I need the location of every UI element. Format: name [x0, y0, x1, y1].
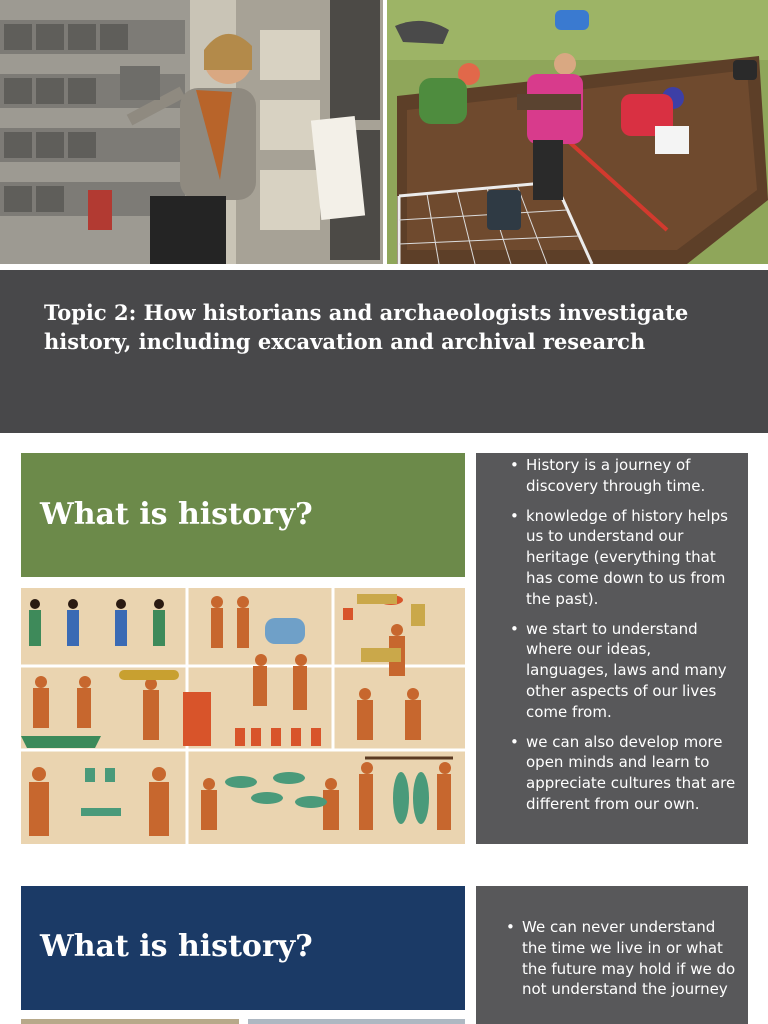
topic-title: Topic 2: How historians and archaeologists investigate history, including excavation and archival research — [44, 300, 689, 354]
list-item: • We can never understand the time we live in or what the future may hold if we do not understand the journey — [504, 917, 736, 1000]
list-item: • we start to understand where our ideas, languages, laws and many other aspects of our lives come from. — [508, 619, 738, 723]
list-item: • knowledge of history helps us to understand our heritage (everything that has come down to us from the past). — [508, 506, 738, 610]
excavation-site-illustration — [387, 0, 768, 264]
egyptian-wall-painting — [21, 588, 465, 844]
slide1-heading: What is history? — [40, 497, 313, 532]
slide2-heading: What is history? — [40, 929, 313, 964]
archive-photo — [0, 0, 383, 264]
slide2-photo-edge-right — [248, 1019, 465, 1024]
list-item: • we can also develop more open minds and learn to appreciate cultures that are different from our own. — [508, 732, 738, 815]
slide2-bullet-list — [504, 917, 736, 1009]
list-item: • History is a journey of discovery through time. — [508, 455, 738, 497]
slide1-bullet-list — [508, 455, 738, 824]
egyptian-workers-illustration — [21, 588, 465, 844]
slide2-photo-edge-left — [21, 1019, 239, 1024]
archive-shelves-illustration — [0, 0, 383, 264]
excavation-photo — [387, 0, 768, 264]
